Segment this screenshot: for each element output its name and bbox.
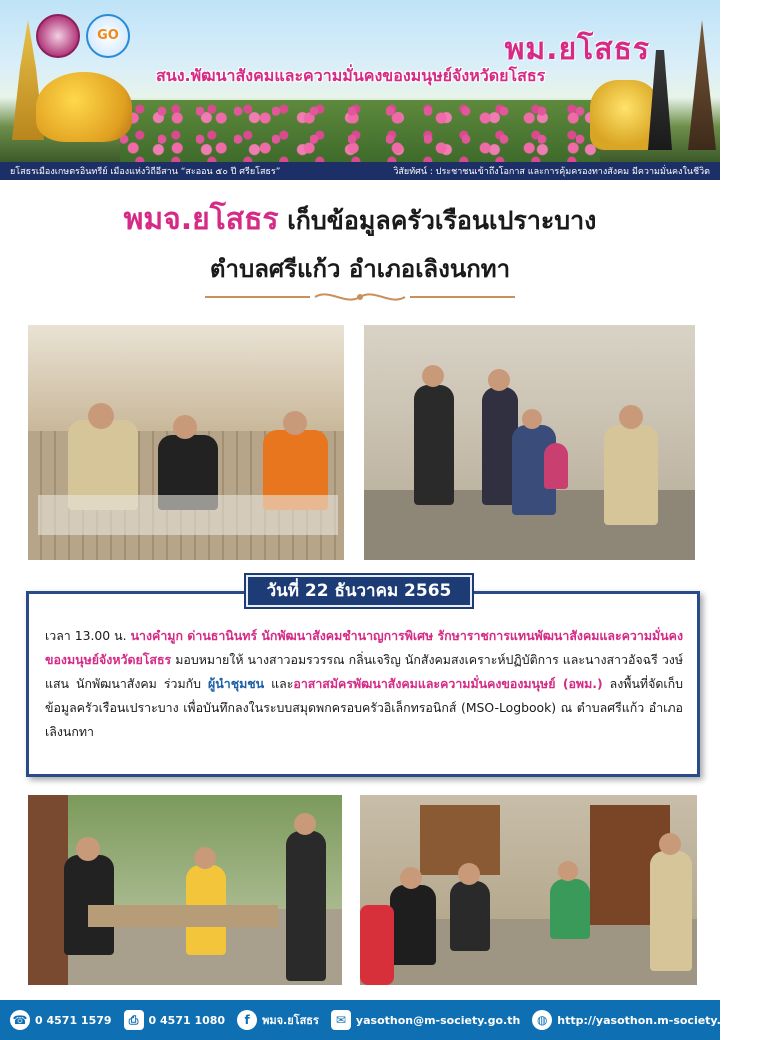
pagoda-image: [688, 20, 716, 150]
body-volunteers: อาสาสมัครพัฒนาสังคมและความมั่นคงของมนุษย์ (อพม.): [293, 676, 603, 691]
body-purpose: ลงพื้นที่จัดเก็บข้อมูลครัวเรือนเปราะบาง เพื่อบันทึกลงในระบบสมุดพกครอบครัวอิเล็กทรอนิกส์ (MSO-Logbook) ณ ตำบลศรีแก้ว อำเภอเลิงนกทา: [45, 676, 683, 739]
phone-number-1: 0 4571 1579: [35, 1013, 112, 1027]
slogan-strip: [0, 162, 720, 180]
photo-house-visit: [28, 795, 342, 985]
facebook-name: พมจ.ยโสธร: [262, 1014, 319, 1027]
fax-contact[interactable]: [124, 1010, 226, 1030]
fax-icon: ⎙: [124, 1010, 144, 1030]
email-link[interactable]: [331, 1010, 520, 1030]
slogan-left: ยโสธรเมืองเกษตรอินทรีย์ เมืองแห่งวิถีอีสาน “สะออน ๕๐ ปี ศรียโสธร”: [10, 167, 281, 177]
headline-org: พมจ.ยโสธร: [123, 202, 279, 237]
phone-contact[interactable]: [10, 1010, 112, 1030]
globe-icon: ◍: [532, 1010, 552, 1030]
lotus-field-image: [120, 100, 600, 162]
headline-line-2: ตำบลศรีแก้ว อำเภอเลิงนกทา: [209, 255, 511, 283]
facebook-icon: f: [237, 1010, 257, 1030]
email-address: yasothon@m-society.go.th: [355, 1013, 521, 1027]
facebook-link[interactable]: [237, 1010, 319, 1030]
headline: [0, 196, 720, 288]
body-official: นางคำมูก ด่านธานินทร์ นักพัฒนาสังคมชำนาญการพิเศษ รักษาราชการแทนพัฒนาสังคมและความมั่นคงของมนุษย์จังหวัดยโสธร: [45, 628, 683, 667]
ministry-seal-logo: [36, 14, 80, 58]
ornament-divider: [205, 290, 515, 304]
website-url: http://yasothon.m-society.go.th/: [557, 1013, 758, 1027]
agency-name: สนง.พัฒนาสังคมและความมั่นคงของมนุษย์จังหวัดยโสธร: [156, 66, 546, 85]
photo-interview-table: [28, 325, 344, 560]
contact-footer: [0, 1000, 758, 1040]
website-link[interactable]: [532, 1010, 757, 1030]
body-assignment: มอบหมายให้ นางสาวอมรวรรณ กลิ่นเจริญ นักสังคมสงเคราะห์ปฏิบัติการ และนางสาวอัจฉรี วงษ์แสน นักพัฒนาสังคม ร่วมกับ: [45, 652, 683, 691]
header-banner: [0, 0, 720, 162]
headline-line-1: [0, 196, 720, 243]
brand-title: พม.ยโสธร: [504, 32, 650, 67]
body-community-leader: ผู้นำชุมชน: [208, 676, 265, 691]
photo-family-group: [364, 325, 695, 560]
toad-statue-image: [36, 72, 132, 142]
phone-icon: ☎: [10, 1010, 30, 1030]
email-icon: ✉: [331, 1010, 351, 1030]
body-time: เวลา 13.00 น.: [45, 628, 131, 643]
vision-text: วิสัยทัศน์ : ประชาชนเข้าถึงโอกาส และการคุ้มครองทางสังคม มีความมั่นคงในชีวิต: [393, 167, 710, 177]
body-and: และ: [264, 676, 294, 691]
go-logo: GO: [86, 14, 130, 58]
news-body: [26, 591, 700, 777]
date-badge: วันที่ 22 ธันวาคม 2565: [246, 575, 472, 607]
phone-number-2: 0 4571 1080: [148, 1013, 226, 1027]
photo-elder-visit: [360, 795, 697, 985]
headline-topic: เก็บข้อมูลครัวเรือนเปราะบาง: [278, 206, 597, 235]
